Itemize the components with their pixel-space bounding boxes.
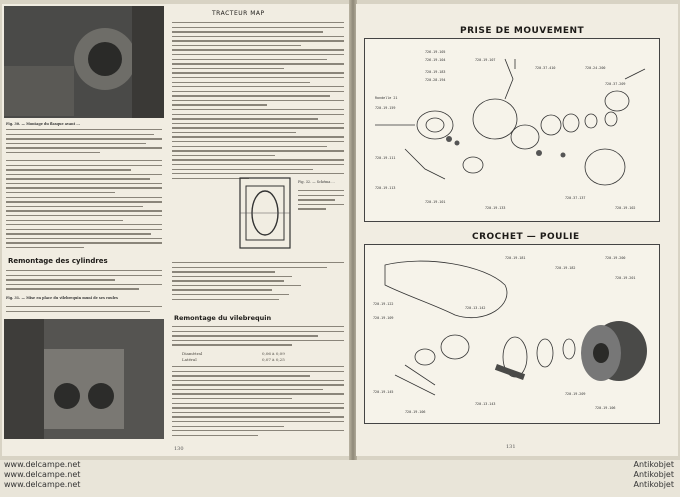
svg-text:726.19.105: 726.19.105 bbox=[425, 50, 446, 54]
svg-text:720.37.410: 720.37.410 bbox=[535, 66, 556, 70]
caption-fig-31: Fig. 31. — Mise en place du vilebrequin muni de ses roules bbox=[6, 296, 118, 300]
svg-text:720.19.133: 720.19.133 bbox=[485, 206, 506, 210]
spec-diametral-label: Diamètral bbox=[182, 351, 203, 356]
svg-text:720.19.183: 720.19.183 bbox=[425, 70, 446, 74]
heading-remontage-cylindres: Remontage des cylindres bbox=[8, 257, 108, 265]
svg-text:720.19.107: 720.19.107 bbox=[475, 58, 496, 62]
spec-lateral bbox=[182, 358, 332, 363]
svg-text:720.19.111: 720.19.111 bbox=[375, 156, 396, 160]
right-page bbox=[356, 4, 678, 456]
watermark-left-3: www.delcampe.net bbox=[4, 480, 81, 489]
engine-photo-top bbox=[4, 6, 164, 118]
crankshaft-photo bbox=[4, 319, 164, 439]
svg-text:720.19.106: 720.19.106 bbox=[405, 410, 426, 414]
svg-text:720.19.109: 720.19.109 bbox=[373, 316, 394, 320]
text-block-6 bbox=[298, 190, 344, 213]
text-block-3 bbox=[6, 270, 162, 293]
text-block-8 bbox=[172, 326, 344, 349]
title-crochet-poulie: CROCHET — POULIE bbox=[472, 232, 580, 242]
text-block-2 bbox=[6, 160, 162, 252]
title-prise-de-mouvement: PRISE DE MOUVEMENT bbox=[460, 26, 585, 36]
caption-fig-30: Fig. 30. — Montage du flasque avant ... bbox=[6, 122, 80, 126]
svg-text:720.19.102: 720.19.102 bbox=[615, 206, 636, 210]
folio-right: 131 bbox=[506, 444, 516, 450]
footer-watermark-left bbox=[4, 460, 80, 490]
text-block-1 bbox=[6, 129, 162, 156]
hitch-pulley-exploded-diagram bbox=[364, 244, 660, 424]
svg-text:720.37.209: 720.37.209 bbox=[605, 82, 626, 86]
text-block-9 bbox=[172, 366, 344, 439]
pto-exploded-diagram bbox=[364, 38, 660, 222]
spec-diametral bbox=[182, 352, 332, 357]
cylinder-schematic-figure bbox=[234, 174, 296, 252]
text-block-5 bbox=[172, 22, 344, 182]
svg-text:720.19.145: 720.19.145 bbox=[373, 390, 394, 394]
svg-text:720.19.182: 720.19.182 bbox=[555, 266, 576, 270]
svg-text:720.28.194: 720.28.194 bbox=[425, 78, 446, 82]
watermark-right-2: Antikobjet bbox=[633, 470, 674, 479]
svg-text:720.19.113: 720.19.113 bbox=[375, 186, 396, 190]
left-page bbox=[2, 4, 350, 456]
footer-watermark-right bbox=[633, 460, 674, 490]
svg-text:720.19.209: 720.19.209 bbox=[565, 392, 586, 396]
svg-text:720.24.200: 720.24.200 bbox=[585, 66, 606, 70]
text-block-4 bbox=[6, 306, 162, 315]
text-block-7 bbox=[172, 262, 344, 303]
watermark-right-1: Antikobjet bbox=[633, 460, 674, 469]
svg-text:720.19.106: 720.19.106 bbox=[595, 406, 616, 410]
svg-text:726.19.104: 726.19.104 bbox=[425, 58, 446, 62]
watermark-right-3: Antikobjet bbox=[633, 480, 674, 489]
heading-remontage-vilebrequin: Remontage du vilebrequin bbox=[174, 314, 272, 322]
folio-left: 130 bbox=[174, 446, 184, 452]
caption-fig-32: Fig. 32. — Schéma ... bbox=[298, 180, 335, 184]
svg-text:720.19.159: 720.19.159 bbox=[375, 106, 396, 110]
watermark-left-2: www.delcampe.net bbox=[4, 470, 81, 479]
svg-text:720.19.101: 720.19.101 bbox=[425, 200, 446, 204]
svg-text:720.13.142: 720.13.142 bbox=[465, 306, 486, 310]
svg-text:720.19.201: 720.19.201 bbox=[615, 276, 636, 280]
watermark-left-1: www.delcampe.net bbox=[4, 460, 81, 469]
svg-text:720.37.137: 720.37.137 bbox=[565, 196, 586, 200]
svg-text:720.19.181: 720.19.181 bbox=[505, 256, 526, 260]
svg-text:Rondelle 21: Rondelle 21 bbox=[375, 96, 398, 100]
spec-diametral-value: 0,06 à 0,09 bbox=[262, 351, 285, 356]
running-head: TRACTEUR MAP bbox=[212, 10, 265, 17]
svg-text:720.19.122: 720.19.122 bbox=[373, 302, 394, 306]
svg-text:720.19.200: 720.19.200 bbox=[605, 256, 626, 260]
svg-text:720.13.143: 720.13.143 bbox=[475, 402, 496, 406]
spec-lateral-label: Latéral bbox=[182, 357, 197, 362]
spec-lateral-value: 0,07 à 0,25 bbox=[262, 357, 285, 362]
